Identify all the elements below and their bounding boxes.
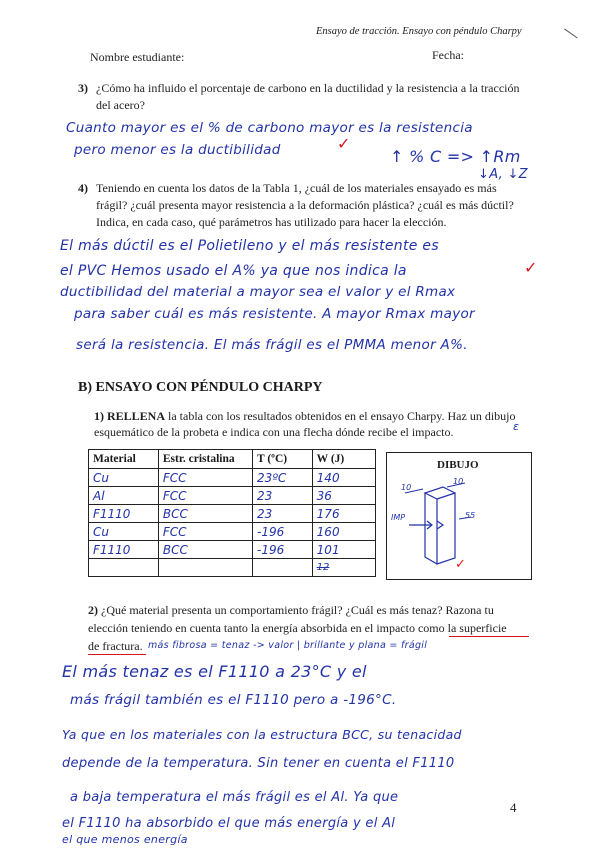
table-header-row xyxy=(89,450,376,469)
question-b2-answer-line: el que menos energía xyxy=(62,833,188,846)
question-b2-number: 2) xyxy=(88,603,98,617)
section-b-title: B) ENSAYO CON PÉNDULO CHARPY xyxy=(78,380,323,395)
pen-mark xyxy=(558,28,577,46)
question-3-answer-line1: Cuanto mayor es el % de carbono mayor es la resistencia xyxy=(66,120,473,136)
question-b1-number: 1) xyxy=(94,409,104,423)
page-number: 4 xyxy=(510,800,517,815)
table-cell[interactable]: 23ºC xyxy=(252,469,312,487)
checkmark-icon: ✓ xyxy=(337,134,351,153)
table-cell[interactable]: 36 xyxy=(312,487,375,505)
table-cell[interactable]: 12 xyxy=(312,559,375,577)
table-row xyxy=(89,559,376,577)
table-cell[interactable]: Al xyxy=(89,487,159,505)
question-b2-answer-line: a baja temperatura el más frágil es el Al. Ya que xyxy=(70,790,399,805)
table-cell[interactable]: BCC xyxy=(158,541,252,559)
question-4-number: 4) xyxy=(78,181,88,195)
question-4-answer-line: para saber cuál es más resistente. A mayor Rmax mayor xyxy=(74,306,475,322)
question-b1-line1 xyxy=(94,409,516,424)
question-b2-answer-line: el F1110 ha absorbido el que más energía y el Al xyxy=(62,816,396,831)
table-row xyxy=(89,505,376,523)
dimension-label: 55 xyxy=(465,511,476,520)
table-cell[interactable]: FCC xyxy=(158,523,252,541)
underline-mark xyxy=(449,636,529,637)
table-cell[interactable] xyxy=(158,559,252,577)
table-row xyxy=(89,523,376,541)
question-b2-line3: de fractura. xyxy=(88,639,143,653)
question-b2-answer-line: depende de la temperatura. Sin tener en cuenta el F1110 xyxy=(62,756,455,771)
date-label: Fecha: xyxy=(432,48,464,62)
dimension-label: 10 xyxy=(401,483,412,492)
table-cell[interactable]: 23 xyxy=(252,487,312,505)
table-cell[interactable]: FCC xyxy=(158,487,252,505)
question-4-answer-line: será la resistencia. El más frágil es el PMMA menor A%. xyxy=(76,337,468,353)
question-b2-line2: elección teniendo en cuenta tanto la energía absorbida en el impacto como la superficie xyxy=(88,621,507,635)
checkmark-icon: ✓ xyxy=(455,557,466,572)
column-header: Material xyxy=(89,450,159,469)
question-b2-text: ¿Qué material presenta un comportamiento frágil? ¿Cuál es más tenaz? Razona tu xyxy=(101,603,494,617)
table-cell[interactable]: 140 xyxy=(312,469,375,487)
table-cell[interactable]: Cu xyxy=(89,469,159,487)
table-cell[interactable]: 23 xyxy=(252,505,312,523)
underline-mark xyxy=(88,654,146,655)
margin-scribble: ε xyxy=(513,420,520,433)
table-row xyxy=(89,541,376,559)
table-cell[interactable]: 176 xyxy=(312,505,375,523)
question-4-answer-line: el PVC Hemos usado el A% ya que nos indica la xyxy=(60,263,407,279)
checkmark-icon: ✓ xyxy=(524,258,538,277)
question-3-number: 3) xyxy=(78,81,88,95)
table-row xyxy=(89,487,376,505)
question-b1-line2: esquemático de la probeta e indica con una flecha dónde recibe el impacto. xyxy=(94,425,454,439)
table-row xyxy=(89,469,376,487)
table-cell[interactable]: F1110 xyxy=(89,505,159,523)
column-header: Estr. cristalina xyxy=(158,450,252,469)
impact-label: IMP xyxy=(391,513,406,522)
table-cell[interactable] xyxy=(89,559,159,577)
drawing-box[interactable] xyxy=(386,452,532,580)
question-4-answer-line: El más dúctil es el Polietileno y el más resistente es xyxy=(60,238,439,254)
table-cell[interactable]: 101 xyxy=(312,541,375,559)
column-header: W (J) xyxy=(312,450,375,469)
question-b2-answer-line: Ya que en los materiales con la estructura BCC, su tenacidad xyxy=(62,727,462,742)
running-title: Ensayo de tracción. Ensayo con péndulo Charpy xyxy=(316,26,522,37)
question-b2-answer-line: El más tenaz es el F1110 a 23°C y el xyxy=(62,662,367,681)
question-4-text-line3: Indica, en cada caso, qué parámetros has utilizado para hacer la elección. xyxy=(96,215,447,229)
question-b1-text: la tabla con los resultados obtenidos en el ensayo Charpy. Haz un dibujo xyxy=(165,409,516,423)
question-4-answer-line: ductibilidad del material a mayor sea el valor y el Rmax xyxy=(60,284,456,300)
table-cell[interactable]: Cu xyxy=(89,523,159,541)
charpy-results-table xyxy=(88,449,376,577)
question-3-answer-line2: pero menor es la ductibilidad xyxy=(74,142,281,158)
question-3-text-line1: ¿Cómo ha influido el porcentaje de carbono en la ductilidad y la resistencia a la tracción xyxy=(96,81,520,95)
question-4-text-line2: frágil? ¿cuál presenta mayor resistencia a la deformación plástica? ¿cuál es más dúctil? xyxy=(96,198,514,212)
question-b1-bold: RELLENA xyxy=(107,409,166,423)
question-b2-line1 xyxy=(88,603,494,618)
table-cell[interactable]: -196 xyxy=(252,541,312,559)
table-cell[interactable]: BCC xyxy=(158,505,252,523)
table-cell[interactable]: 160 xyxy=(312,523,375,541)
column-header: T (ºC) xyxy=(252,450,312,469)
question-3-text-line2: del acero? xyxy=(96,98,145,112)
student-name-label: Nombre estudiante: xyxy=(90,50,185,64)
question-3-formula-2: ↓A, ↓Z xyxy=(478,167,528,182)
table-cell[interactable]: FCC xyxy=(158,469,252,487)
dimension-label: 10 xyxy=(453,477,464,486)
table-cell[interactable]: -196 xyxy=(252,523,312,541)
table-cell[interactable] xyxy=(252,559,312,577)
table-cell[interactable]: F1110 xyxy=(89,541,159,559)
question-4-text-line1: Teniendo en cuenta los datos de la Tabla 1, ¿cuál de los materiales ensayado es más xyxy=(96,181,497,195)
drawing-title: DIBUJO xyxy=(437,459,479,471)
question-b2-annotation: más fibrosa = tenaz -> valor | brillante y plana = frágil xyxy=(148,640,428,651)
question-b2-answer-line: más frágil también es el F1110 pero a -196°C. xyxy=(70,692,397,708)
question-3-formula: ↑ % C => ↑Rm xyxy=(390,147,521,166)
